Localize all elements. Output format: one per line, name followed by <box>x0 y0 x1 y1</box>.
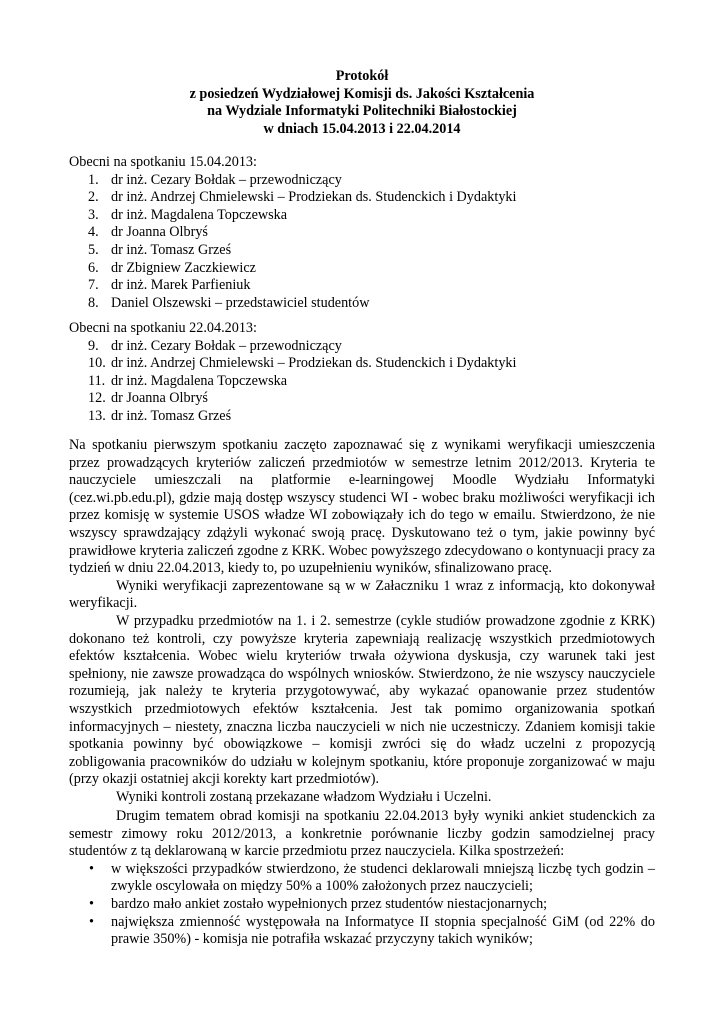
body-section-2 <box>69 808 655 949</box>
list-item <box>69 224 655 242</box>
list-item <box>69 896 655 914</box>
attendance-heading-1: Obecni na spotkaniu 15.04.2013: <box>69 154 257 170</box>
item-number: 6. <box>88 259 99 276</box>
title-line-4: w dniach 15.04.2013 i 22.04.2014 <box>263 120 461 137</box>
attendee-list-1 <box>69 172 655 313</box>
list-item <box>69 355 655 373</box>
attendee-list-2 <box>69 338 655 426</box>
list-item <box>69 390 655 408</box>
item-number: 8. <box>88 294 99 311</box>
attendee-name: dr inż. Tomasz Grześ <box>111 407 232 424</box>
list-item <box>69 338 655 356</box>
item-number: 1. <box>88 171 99 188</box>
paragraph-surveys: Drugim tematem obrad komisji na spotkaniu 22.04.2013 były wyniki ankiet studenckich za semestr zimowy roku 2012/2013, a konkretnie porównanie liczby godzin samodzielnej pracy studentów z tą deklarowaną w karcie przedmiotu przez nauczyciela. Kilka spostrzeżeń: <box>69 808 655 860</box>
attendance-section-1 <box>69 154 655 312</box>
item-number: 11. <box>88 372 106 389</box>
paragraph-verification: Na spotkaniu pierwszym spotkaniu zaczęto zapoznawać się z wynikami weryfikacji umieszczenia przez prowadzących kryteriów zaliczeń przedmiotów w semestrze letnim 2012/2013. Kryteria te nauczyciele umieszczali na platformie e-learningowej Moodle Wydziału Informatyki (cez.wi.pb.edu.pl), gdzie mają dostęp wszyscy studenci WI - wobec braku możliwości weryfikacji ich przez komisję w systemie USOS władze WI zobowiązały ich do tego w emailu. Stwierdzono, że nie wszyscy sprawdzający zdążyli wykonać swoją pracę. Dyskutowano też o tym, jakie powinny być prawidłowe kryteria zaliczeń zgodne z KRK. Wobec powyższego zdecydowano o kontynuacji pracy za tydzień w dniu 22.04.2013, kiedy to, po uzupełnieniu wyników, sfinalizowano pracę. <box>69 437 655 577</box>
list-item <box>69 242 655 260</box>
list-item <box>69 295 655 313</box>
attendee-name: dr inż. Andrzej Chmielewski – Prodziekan ds. Studenckich i Dydaktyki <box>111 189 517 206</box>
title-line-3: na Wydziale Informatyki Politechniki Białostockiej <box>207 103 517 120</box>
attendee-name: dr inż. Marek Parfieniuk <box>111 277 251 294</box>
bullet-icon: • <box>89 913 94 930</box>
attendee-name: dr Joanna Olbryś <box>111 224 208 241</box>
list-item <box>69 861 655 896</box>
title-line-2: z posiedzeń Wydziałowej Komisji ds. Jakości Kształcenia <box>189 85 535 102</box>
paragraph-control: W przypadku przedmiotów na 1. i 2. semestrze (cykle studiów prowadzone zgodnie z KRK) dokonano też kontroli, czy powyższe kryteria zapewniają realizację wszystkich przedmiotowych efektów kształcenia. Wobec wielu kryteriów trwała ożywiona dyskusja, czy warunek taki jest spełniony, nie zawsze prowadząca do wspólnych wniosków. Stwierdzono, że nie wszyscy nauczyciele rozumieją, jak należy te kryteria przygotowywać, aby wykazać opanowanie przez studentów wszystkich przedmiotowych efektów kształcenia. Jest tak pomimo organizowania spotkań informacyjnych – niestety, znaczna liczba nauczycieli w nich nie uczestniczy. Zdaniem komisji takie spotkania powinny być obowiązkowe – komisji zwróci się do władz uczelni z propozycją zobligowania pracowników do udziału w kolejnym spotkaniu, które proponuje zorganizować w maju (przy okazji ostatniej akcji korekty kart przedmiotów). <box>69 612 655 788</box>
observation-text: bardzo mało ankiet zostało wypełnionych przez studentów niestacjonarnych; <box>111 895 548 912</box>
attendee-name: dr Joanna Olbryś <box>111 390 208 407</box>
attendee-name: dr inż. Magdalena Topczewska <box>111 206 288 223</box>
attendance-heading-2: Obecni na spotkaniu 22.04.2013: <box>69 320 257 336</box>
attendee-name: dr Zbigniew Zaczkiewicz <box>111 259 256 276</box>
item-number: 13. <box>88 407 106 424</box>
title-line-1: Protokół <box>335 68 389 84</box>
paragraph-forwarding: Wyniki kontroli zostaną przekazane władzom Wydziału i Uczelni. <box>116 788 492 805</box>
body-section-1 <box>69 437 655 806</box>
list-item <box>69 172 655 190</box>
attendance-section-2 <box>69 320 655 426</box>
bullet-icon: • <box>89 860 94 877</box>
observations-list <box>69 861 655 949</box>
paragraph-results: Wyniki weryfikacji zaprezentowane są w w Załaczniku 1 wraz z informacją, kto dokonywał weryfikacji. <box>69 577 655 612</box>
list-item <box>69 914 655 949</box>
item-number: 7. <box>88 277 99 294</box>
item-number: 3. <box>88 206 99 223</box>
list-item <box>69 189 655 207</box>
attendee-name: Daniel Olszewski – przedstawiciel studentów <box>111 294 370 311</box>
attendee-name: dr inż. Cezary Bołdak – przewodniczący <box>111 337 342 354</box>
document-title <box>69 68 655 138</box>
item-number: 9. <box>88 337 99 354</box>
bullet-icon: • <box>89 895 94 912</box>
observation-text: największa zmienność występowała na Informatyce II stopnia specjalność GiM (od 22% do prawie 350%) - komisja nie potrafiła wskazać przyczyny takich wyników; <box>111 913 655 948</box>
attendee-name: dr inż. Cezary Bołdak – przewodniczący <box>111 171 342 188</box>
list-item <box>69 260 655 278</box>
list-item <box>69 277 655 295</box>
attendee-name: dr inż. Magdalena Topczewska <box>111 372 288 389</box>
item-number: 12. <box>88 390 106 407</box>
item-number: 4. <box>88 224 99 241</box>
list-item <box>69 408 655 426</box>
observation-text: w większości przypadków stwierdzono, że studenci deklarowali mniejszą liczbę tych godzin – zwykle oscylowała on między 50% a 100% założonych przez nauczycieli; <box>111 860 655 895</box>
item-number: 10. <box>88 355 106 372</box>
attendee-name: dr inż. Andrzej Chmielewski – Prodziekan ds. Studenckich i Dydaktyki <box>111 355 517 372</box>
item-number: 2. <box>88 189 99 206</box>
list-item <box>69 207 655 225</box>
list-item <box>69 373 655 391</box>
attendee-name: dr inż. Tomasz Grześ <box>111 241 232 258</box>
item-number: 5. <box>88 241 99 258</box>
